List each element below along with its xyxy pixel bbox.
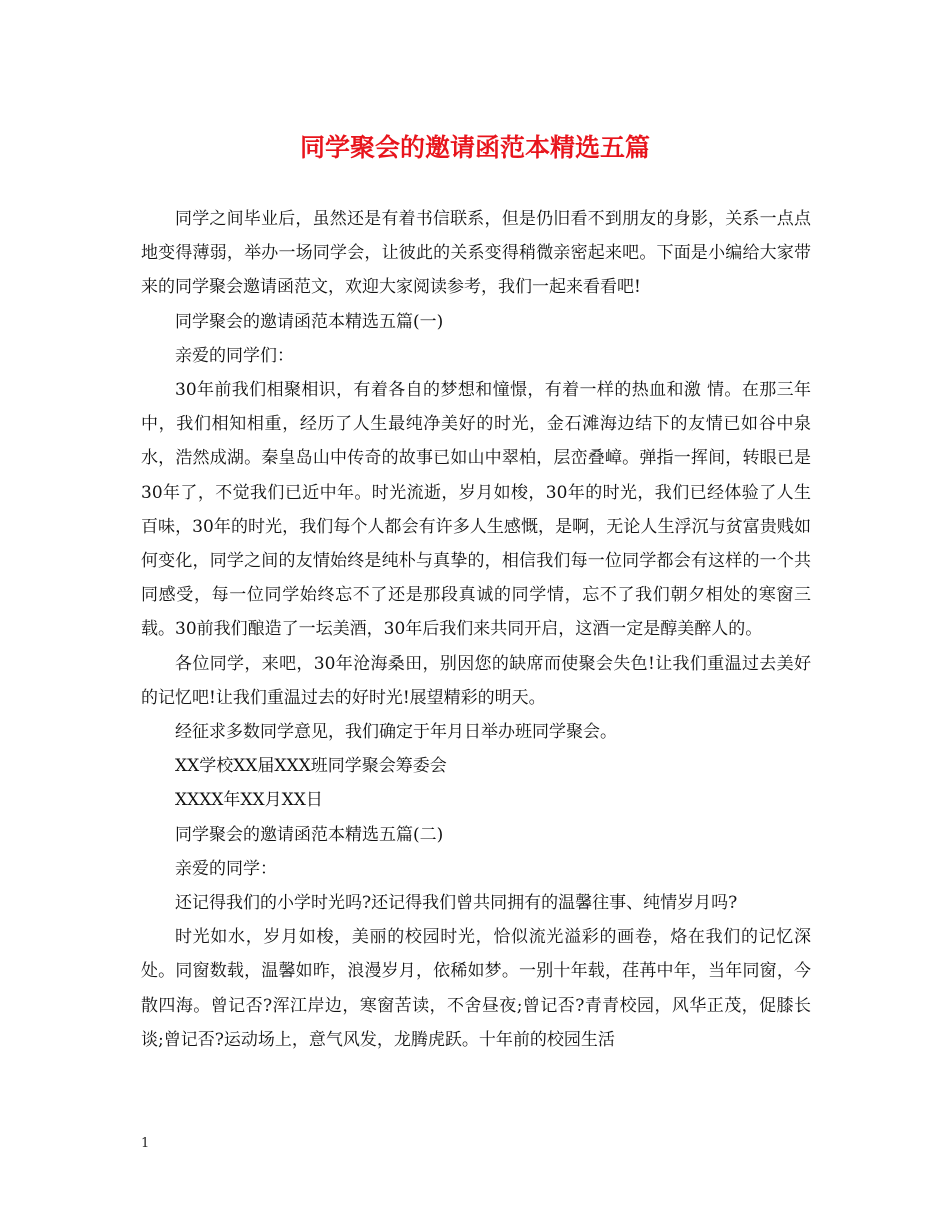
salutation-2: 亲爱的同学： <box>175 858 277 879</box>
paragraph-body: 时光如水，岁月如梭，美丽的校园时光，恰似流光溢彩的画卷，烙在我们的记忆深处。同窗数载，温馨如昨，浪漫岁月，依稀如梦。一别十年载，荏苒中年，当年同窗，今散四海。曾记否?浑江岸边，寒窗苦读，不舍昼夜;曾记否?青青校园，风华正茂，促膝长谈;曾记否?运动场上，意气风发，龙腾虎跃。十年前的校园生活 <box>141 927 811 1050</box>
document-body <box>141 202 811 1057</box>
paragraph-intro: 同学之间毕业后，虽然还是有着书信联系，但是仍旧看不到朋友的身影，关系一点点地变得薄弱，举办一场同学会，让彼此的关系变得稍微亲密起来吧。下面是小编给大家带来的同学聚会邀请函范文，欢迎大家阅读参考，我们一起来看看吧! <box>141 209 811 298</box>
salutation-1: 亲爱的同学们： <box>175 345 294 366</box>
page-number: 1 <box>141 1136 150 1151</box>
paragraph-body: 各位同学，来吧，30年沧海桑田，别因您的缺席而使聚会失色!让我们重温过去美好的记忆吧!让我们重温过去的好时光!展望精彩的明天。 <box>141 653 811 708</box>
section-heading-2: 同学聚会的邀请函范本精选五篇(二) <box>175 824 444 845</box>
paragraph-body: 还记得我们的小学时光吗?还记得我们曾共同拥有的温馨往事、纯情岁月吗? <box>175 893 738 914</box>
paragraph-body: 经征求多数同学意见，我们确定于年月日举办班同学聚会。 <box>175 722 617 743</box>
document-title: 同学聚会的邀请函范本精选五篇 <box>299 133 650 162</box>
paragraph-body: 30年前我们相聚相识，有着各自的梦想和憧憬，有着一样的热血和激 情。在那三年中，我们相知相重，经历了人生最纯净美好的时光，金石滩海边结下的友情已如谷中泉水，浩然成湖。秦皇岛山中传奇的故事已如山中翠柏，层峦叠嶂。弹指一挥间，转眼已是30年了，不觉我们已近中年。时光流逝，岁月如梭，30年的时光，我们已经体验了人生百味，30年的时光，我们每个人都会有许多人生感慨，是啊，无论人生浮沉与贫富贵贱如何变化，同学之间的友情始终是纯朴与真挚的，相信我们每一位同学都会有这样的一个共同感受，每一位同学始终忘不了还是那段真诚的同学情，忘不了我们朝夕相处的寒窗三载。30前我们酿造了一坛美酒，30年后我们来共同开启，这酒一定是醇美醉人的。 <box>141 380 811 640</box>
section-heading-1: 同学聚会的邀请函范本精选五篇(一) <box>175 311 444 332</box>
signature-organizer: XX学校XX届XXX班同学聚会筹委会 <box>175 756 447 777</box>
signature-date: XXXX年XX月XX日 <box>175 790 323 811</box>
